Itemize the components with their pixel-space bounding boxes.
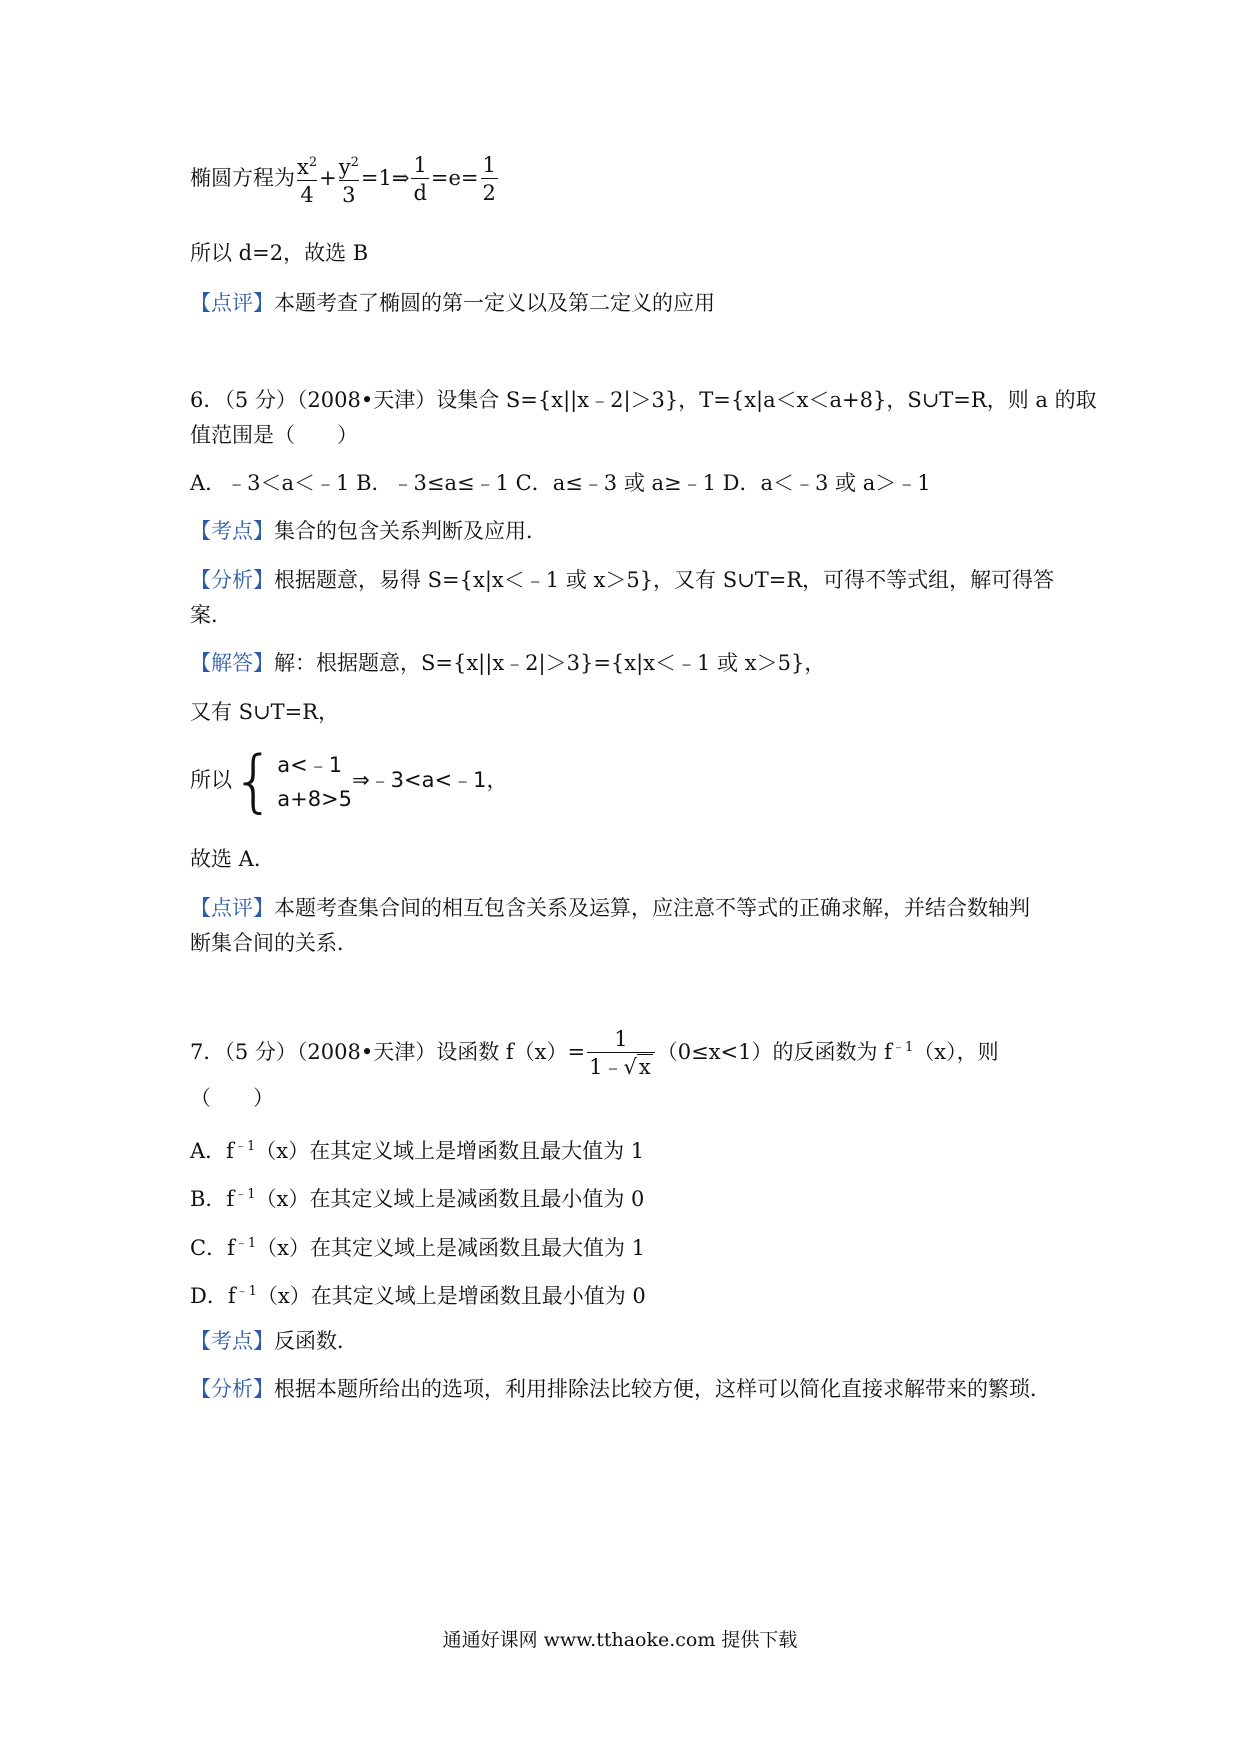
q6-jieda-line2: 又有 S∪T=R， — [190, 700, 340, 724]
q6-fenxi-line2: 案． — [190, 603, 232, 627]
fraction-y2-over-3: $\frac{y^2}{3}$ — [338, 155, 359, 207]
jieda-tag: 【解答】 — [190, 651, 274, 675]
fenxi-tag: 【分析】 — [190, 568, 274, 592]
q6-options: A．﹣3＜a＜﹣1 B．﹣3≤a≤﹣1 C．a≤﹣3 或 a≥﹣1 D．a＜﹣3 或 a＞﹣1 — [190, 471, 931, 495]
q6-inequality-system: 所以 { a<﹣1 a+8>5 ⇒﹣3<a<﹣1， — [190, 741, 508, 821]
q6-answer: 故选 A． — [190, 847, 275, 871]
fenxi-tag: 【分析】 — [190, 1377, 274, 1401]
q7-option-b: B．$f^{﹣1}(x)$在其定义域上是减函数且最小值为 0 — [190, 1187, 645, 1211]
q7-fenxi: 【分析】根据本题所给出的选项，利用排除法比较方便，这样可以简化直接求解带来的繁琐． — [190, 1377, 1051, 1401]
ellipse-equation: 椭圆方程为 $\frac{x^2}{4}$ + $\frac{y^2}{3}$ =1⇒ $\frac{1}{d}$ =e= $\frac{1}{2}$ — [190, 150, 500, 209]
s5-review: 【点评】本题考查了椭圆的第一定义以及第二定义的应用 — [190, 291, 715, 315]
q6-stem-line2: 值范围是（ ） — [190, 423, 358, 447]
left-brace: { — [232, 741, 276, 821]
kaodian-tag: 【考点】 — [190, 1329, 274, 1353]
dianping-tag: 【点评】 — [190, 896, 274, 920]
q7-stem-line1: 7．（5 分）（2008•天津）设函数 f（x）= $\frac{1}{1﹣√x}$ （0≤x<1）的反函数为 $f^{﹣1}(x)$，则 — [190, 1027, 999, 1079]
fraction-1-over-d: $\frac{1}{d}$ — [413, 153, 427, 205]
kaodian-tag: 【考点】 — [190, 519, 274, 543]
q6-stem-line1: 6．（5 分）（2008•天津）设集合 S={x||x﹣2|＞3}，T={x|a＜x＜a+8}，S∪T=R，则 a 的取 — [190, 388, 1097, 412]
q7-kaodian: 【考点】反函数． — [190, 1329, 358, 1353]
q7-option-a: A．$f^{﹣1}(x)$在其定义域上是增函数且最大值为 1 — [190, 1139, 645, 1163]
q6-dianping-line1: 【点评】本题考查集合间的相互包含关系及运算，应注意不等式的正确求解，并结合数轴判 — [190, 896, 1030, 920]
fraction-1-over-1-minus-sqrt-x: $\frac{1}{1﹣√x}$ — [587, 1026, 655, 1081]
sqrt-symbol: √ — [623, 1055, 637, 1079]
fraction-1-over-2: $\frac{1}{2}$ — [482, 153, 496, 205]
page-footer: 通通好课网 www.tthaoke.com 提供下载 — [442, 1629, 798, 1651]
fraction-x2-over-4: $\frac{x^2}{4}$ — [297, 155, 318, 207]
s5-conclusion: 所以 d=2，故选 B — [190, 241, 369, 265]
q6-kaodian: 【考点】集合的包含关系判断及应用． — [190, 519, 547, 543]
q7-stem-line2: （ ） — [190, 1086, 274, 1110]
q6-fenxi-line1: 【分析】根据题意，易得 S={x|x＜﹣1 或 x＞5}，又有 S∪T=R，可得不等式组，解可得答 — [190, 568, 1055, 592]
q7-option-c: C．$f^{﹣1}(x)$在其定义域上是减函数且最大值为 1 — [190, 1236, 646, 1260]
q6-dianping-line2: 断集合间的关系． — [190, 931, 358, 955]
review-tag: 【点评】 — [190, 291, 274, 315]
q7-option-d: D．$f^{﹣1}(x)$在其定义域上是增函数且最小值为 0 — [190, 1284, 646, 1308]
q6-jieda-line1: 【解答】解：根据题意，S={x||x﹣2|＞3}={x|x＜﹣1 或 x＞5}， — [190, 651, 826, 675]
